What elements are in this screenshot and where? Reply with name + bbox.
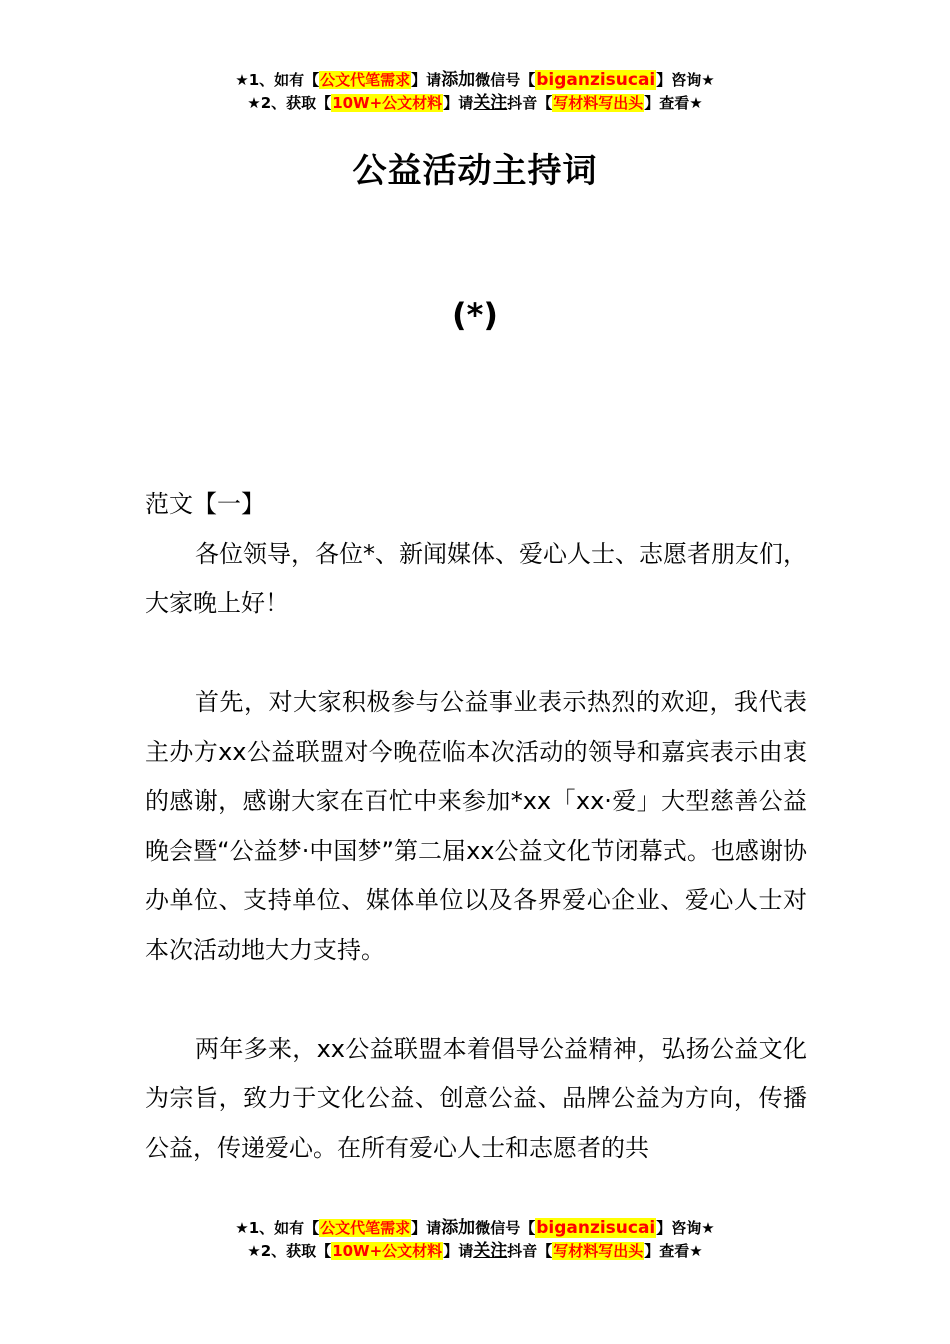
emphasis-follow: 关注 (473, 1241, 508, 1261)
header-banner (0, 69, 950, 115)
banner-text: ★2、获取【 (247, 94, 332, 112)
banner-text: 】请 (443, 1242, 474, 1260)
banner-line-1 (0, 69, 950, 92)
document-subtitle: (*) (452, 296, 498, 334)
paragraph-history: 两年多来，xx公益联盟本着倡导公益精神，弘扬公益文化为宗旨，致力于文化公益、创意公益、品牌公益为方向，传播公益，传递爱心。在所有爱心人士和志愿者的共 (145, 1034, 807, 1162)
banner-text: ★1、如有【 (235, 1219, 320, 1237)
highlight-materials: 10W+公文材料 (332, 94, 443, 112)
document-title: 公益活动主持词 (352, 151, 598, 191)
document-body (145, 480, 807, 1173)
highlight-wechat-id: biganzisucai (536, 70, 656, 90)
highlight-service: 公文代笔需求 (320, 71, 411, 89)
banner-text: 】查看★ (644, 1242, 703, 1260)
banner-text: 】请 (443, 94, 474, 112)
highlight-douyin-account: 写材料写出头 (553, 1242, 644, 1260)
highlight-douyin-account: 写材料写出头 (553, 94, 644, 112)
emphasis-add: 添加 (441, 70, 476, 90)
paragraph-welcome: 首先，对大家积极参与公益事业表示热烈的欢迎，我代表主办方xx公益联盟对今晚莅临本次活动的领导和嘉宾表示由衷的感谢，感谢大家在百忙中来参加*xx「xx·爱」大型慈善公益晚会暨“公益梦·中国梦”第二届xx公益文化节闭幕式。也感谢协办单位、支持单位、媒体单位以及各界爱心企业、爱心人士对本次活动地大力支持。 (145, 688, 807, 964)
highlight-service: 公文代笔需求 (320, 1219, 411, 1237)
emphasis-follow: 关注 (473, 93, 508, 113)
highlight-materials: 10W+公文材料 (332, 1242, 443, 1260)
section-heading: 范文【一】 (145, 490, 265, 518)
banner-text: 抖音【 (507, 1242, 553, 1260)
banner-text: ★2、获取【 (247, 1242, 332, 1260)
banner-text: 】查看★ (644, 94, 703, 112)
banner-text: 】咨询★ (656, 1219, 715, 1237)
banner-text: 】请 (411, 1219, 442, 1237)
banner-text: 微信号【 (475, 71, 536, 89)
banner-text: 抖音【 (507, 94, 553, 112)
footer-banner (0, 1217, 950, 1263)
banner-text: ★1、如有【 (235, 71, 320, 89)
paragraph-greeting: 各位领导，各位*、新闻媒体、爱心人士、志愿者朋友们，大家晚上好！ (145, 539, 807, 617)
banner-text: 微信号【 (475, 1219, 536, 1237)
banner-line-1 (0, 1217, 950, 1240)
emphasis-add: 添加 (441, 1218, 476, 1238)
highlight-wechat-id: biganzisucai (536, 1218, 656, 1238)
banner-text: 】咨询★ (656, 71, 715, 89)
banner-line-2 (0, 92, 950, 115)
banner-line-2 (0, 1240, 950, 1263)
banner-text: 】请 (411, 71, 442, 89)
